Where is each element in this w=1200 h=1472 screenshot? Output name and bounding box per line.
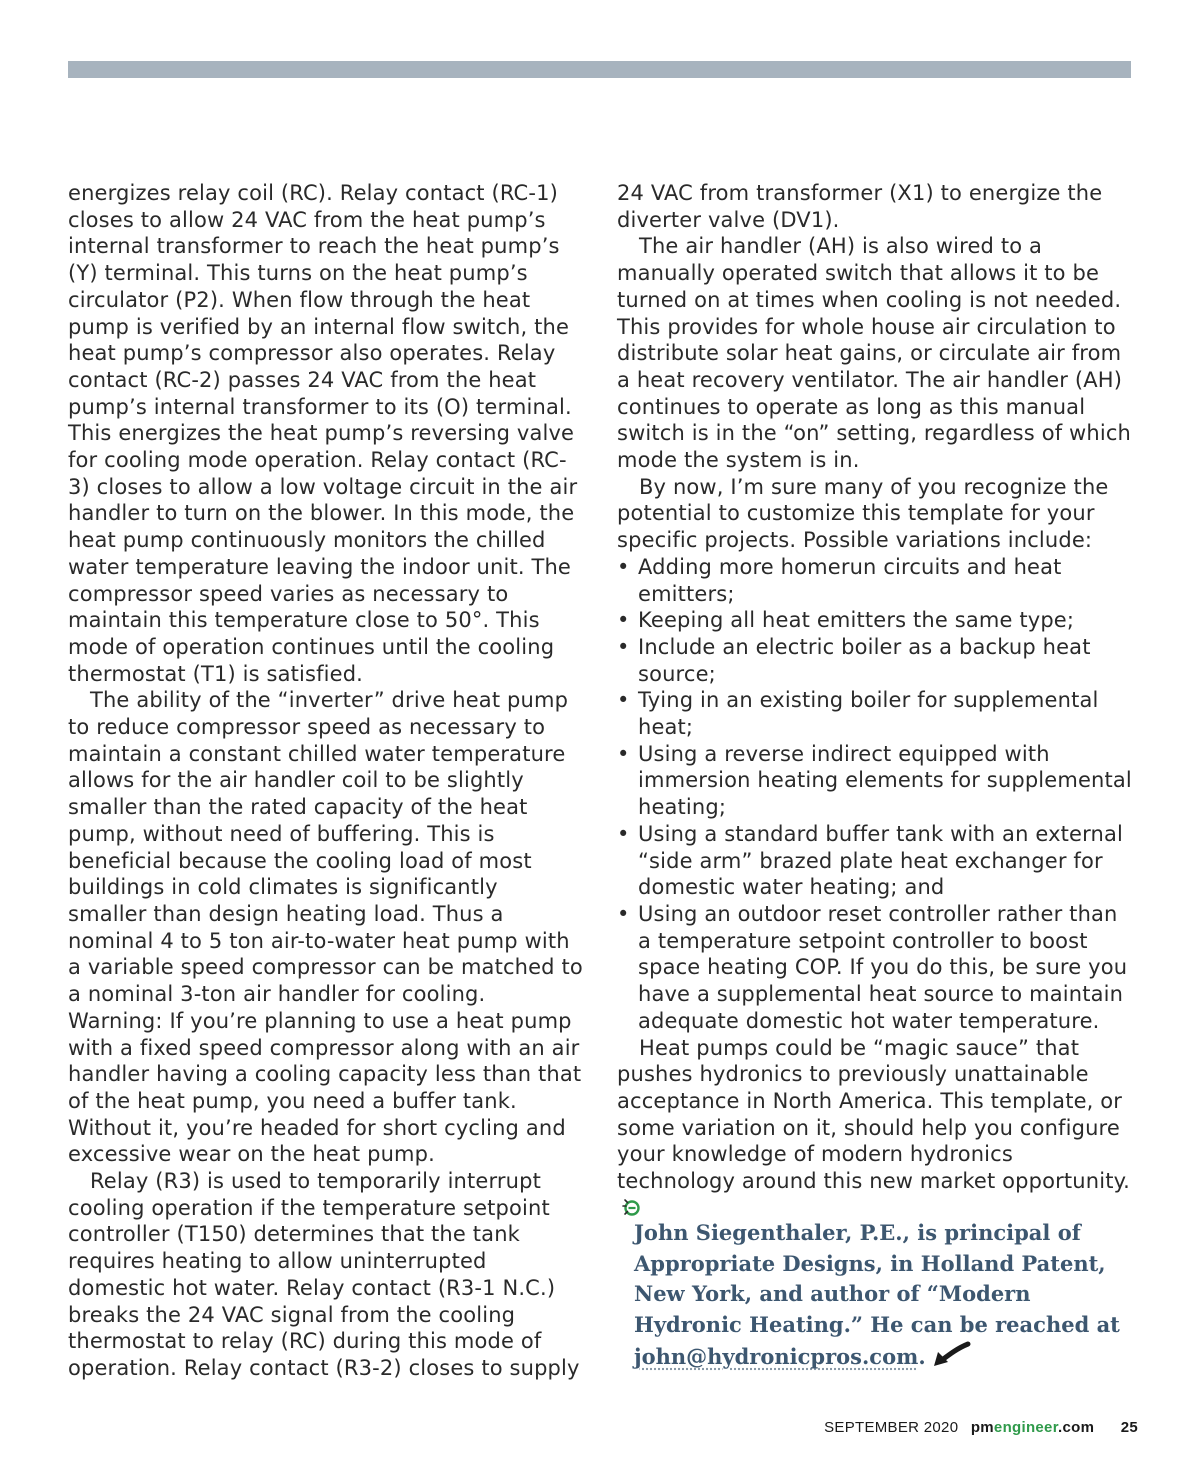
list-item (617, 741, 1137, 821)
page-number: 25 (1120, 1419, 1138, 1436)
closing-paragraph (617, 1035, 1137, 1222)
left-column (68, 180, 583, 1382)
bullet: • (617, 688, 630, 713)
paragraph: energizes relay coil (RC). Relay contact (RC-1) closes to allow 24 VAC from the heat pump’s internal transformer to reach the heat pump’s (Y) terminal. This turns on the heat pump’s circulator (P2). When flow through the heat pump is verified by an internal flow switch, the heat pump’s compressor also operates. Relay contact (RC-2) passes 24 VAC from the heat pump’s internal transformer to its (O) terminal. This energizes the heat pump’s reversing valve for cooling mode operation. Relay contact (RC-3) closes to allow a low voltage circuit in the air handler to turn on the blower. In this mode, the heat pump continuously monitors the chilled water temperature leaving the indoor unit. The compressor speed varies as necessary to maintain this temperature close to 50°. This mode of operation continues until the cooling thermostat (T1) is satisfied. (68, 181, 578, 686)
brand-prefix: pm (970, 1419, 994, 1436)
bullet: • (617, 634, 630, 659)
list-item-text: Adding more homerun circuits and heat emitters; (638, 554, 1062, 606)
author-bio (634, 1218, 1124, 1373)
paragraph-text: Heat pumps could be “magic sauce” that pushes hydronics to previously unattainable acceptance in North America. This template, or some variation on it, should help you configure your knowledge of modern hydronics technology around this new market opportunity. (617, 1035, 1130, 1194)
list-item-text: Using a reverse indirect equipped with immersion heating elements for supplemental heating; (638, 741, 1132, 820)
paragraph: By now, I’m sure many of you recognize the potential to customize this template for your specific projects. Possible variations include: (617, 474, 1109, 553)
end-of-article-icon (621, 1196, 643, 1218)
page-footer (824, 1419, 1138, 1436)
bullet: • (617, 554, 630, 579)
list-item (617, 821, 1137, 901)
paragraph: Relay (R3) is used to temporarily interrupt cooling operation if the temperature setpoint controller (T150) determines that the tank requires heating to allow uninterrupted domestic hot water. Relay contact (R3-1 N.C.) breaks the 24 VAC signal from the cooling thermostat to relay (RC) during this mode of operation. Relay contact (R3-2) closes to supply (68, 1169, 580, 1380)
bullet: • (617, 608, 630, 633)
list-item (617, 607, 1137, 634)
header-bar (68, 61, 1131, 78)
list-item-text: Include an electric boiler as a backup heat source; (638, 634, 1091, 686)
variations-list (617, 554, 1137, 1035)
publication-url[interactable] (971, 1419, 1094, 1436)
list-item-text: Keeping all heat emitters the same type; (638, 608, 1075, 633)
list-item (617, 901, 1137, 1035)
list-item (617, 554, 1137, 607)
list-item (617, 634, 1137, 687)
paragraph: 24 VAC from transformer (X1) to energize the diverter valve (DV1). (617, 181, 1103, 232)
list-item-text: Using an outdoor reset controller rather than a temperature setpoint controller to boost space heating COP. If you do this, be sure you have a supplemental heat source to maintain adequate domestic hot water temperature. (638, 901, 1128, 1033)
paragraph: The ability of the “inverter” drive heat pump to reduce compressor speed as necessary to maintain a constant chilled water temperature allows for the air handler coil to be slightly smaller than the rated capacity of the heat pump, without need of buffering. This is beneficial because the cooling load of most buildings in cold climates is significantly smaller than design heating load. Thus a nominal 4 to 5 ton air-to-water heat pump with a variable speed compressor can be matched to a nominal 3-ton air handler for cooling. Warning: If you’re planning to use a heat pump with a fixed speed compressor along with an air handler having a cooling capacity less than that of the heat pump, you need a buffer tank. Without it, you’re headed for short cycling and excessive wear on the heat pump. (68, 688, 583, 1167)
author-bio-text: John Siegenthaler, P.E., is principal of Appropriate Designs, in Holland Patent, New York, and author of “Modern Hydronic Heating.” He can be reached at (634, 1220, 1120, 1337)
brand-suffix: .com (1058, 1419, 1095, 1436)
list-item-text: Tying in an existing boiler for supplemental heat; (638, 688, 1099, 740)
paragraph: The air handler (AH) is also wired to a manually operated switch that allows it to be turned on at times when cooling is not needed. This provides for whole house air circulation to distribute solar heat gains, or circulate air from a heat recovery ventilator. The air handler (AH) continues to operate as long as this manual switch is in the “on” setting, regardless of which mode the system is in. (617, 234, 1131, 473)
issue-date: SEPTEMBER 2020 (824, 1419, 959, 1436)
brand-accent: engineer (993, 1419, 1059, 1436)
arrow-icon (928, 1340, 972, 1370)
list-item-text: Using a standard buffer tank with an external “side arm” brazed plate heat exchanger for domestic water heating; and (638, 821, 1123, 900)
bullet: • (617, 821, 630, 846)
right-column (617, 180, 1137, 1221)
bullet: • (617, 901, 630, 926)
bullet: • (617, 741, 630, 766)
author-email-link[interactable]: john@hydronicpros.com (634, 1344, 919, 1369)
list-item (617, 687, 1137, 740)
bio-period: . (918, 1344, 926, 1369)
